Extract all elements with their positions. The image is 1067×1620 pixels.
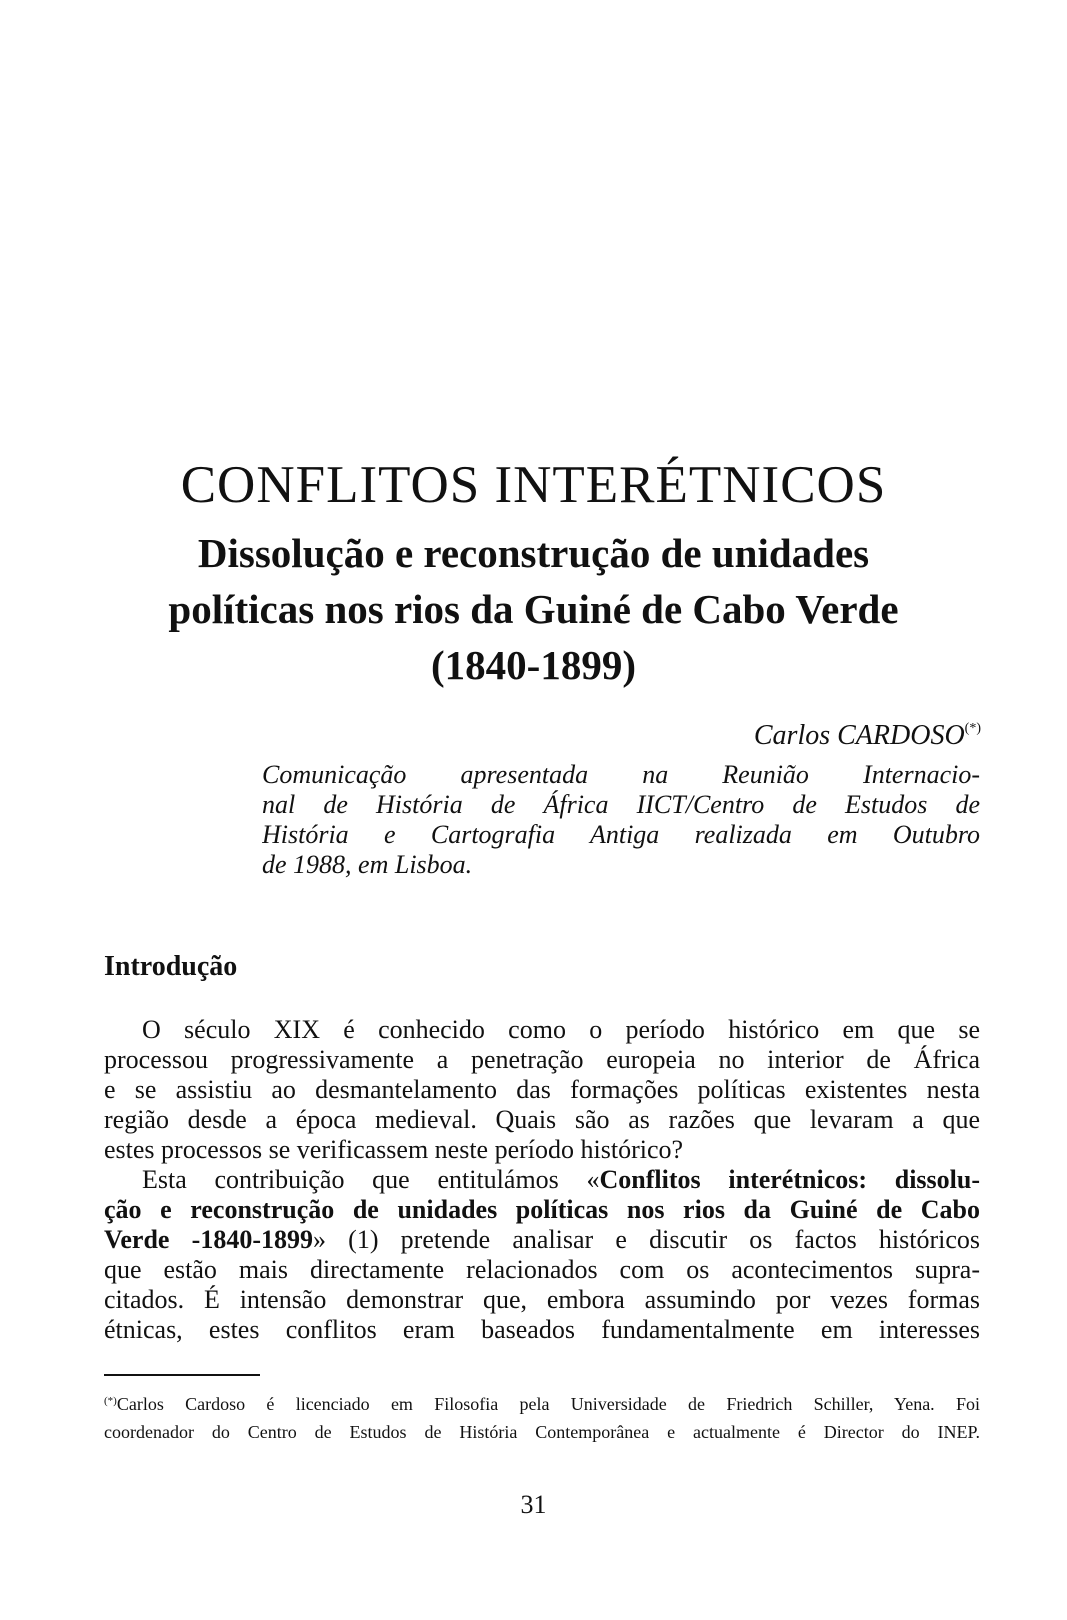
footnote-divider (104, 1374, 260, 1376)
author-footnote-mark: (*) (964, 721, 981, 736)
communication-line: História e Cartografia Antiga realizada em Outubro (262, 820, 980, 849)
author-name: Carlos CARDOSO (753, 720, 965, 751)
author-byline (754, 720, 981, 752)
paragraph-text: » (1) pretende analisar e discutir os factos históricos (312, 1225, 980, 1254)
subtitle-line: (1840-1899) (431, 642, 636, 688)
paragraph-line: O século XIX é conhecido como o período histórico em que se (142, 1015, 980, 1044)
paragraph-text: Esta contribuição que entitulámos « (142, 1165, 600, 1194)
section-heading-introduction: Introdução (104, 951, 238, 982)
paragraph-line: região desde a época medieval. Quais são as razões que levaram a que (104, 1105, 980, 1134)
paragraph-line: étnicas, estes conflitos eram baseados fundamentalmente em interesses (104, 1315, 980, 1344)
paragraph-line: ção e reconstrução de unidades políticas nos rios da Guiné de Cabo (104, 1195, 980, 1224)
article-subtitle (100, 525, 967, 693)
body-text (104, 1015, 980, 1345)
communication-line: Comunicação apresentada na Reunião Internacio- (262, 760, 980, 789)
subtitle-line: políticas nos rios da Guiné de Cabo Verde (168, 586, 899, 632)
communication-note (262, 760, 980, 880)
paragraph-line: e se assistiu ao desmantelamento das formações políticas existentes nesta (104, 1075, 980, 1104)
paragraph-line (104, 1225, 980, 1255)
footnote-mark: (*) (104, 1395, 117, 1407)
communication-line: nal de História de África IICT/Centro de Estudos de (262, 790, 980, 819)
footnote-text: Carlos Cardoso é licenciado em Filosofia pela Universidade de Friedrich Schiller, Yena. Foi (116, 1394, 980, 1414)
paragraph-line: que estão mais directamente relacionados com os acontecimentos supra- (104, 1255, 980, 1284)
communication-line: de 1988, em Lisboa. (262, 850, 473, 879)
footnote-line: coordenador do Centro de Estudos de História Contemporânea e actualmente é Director do INEP. (104, 1422, 980, 1442)
footnote-line (104, 1387, 980, 1418)
footnote (104, 1387, 980, 1446)
page-number: 31 (520, 1490, 547, 1519)
paragraph-bold-text: Conflitos interétnicos: dissolu- (599, 1165, 980, 1194)
paragraph-line: processou progressivamente a penetração europeia no interior de África (104, 1045, 980, 1074)
paragraph-line (104, 1165, 980, 1195)
article-title: CONFLITOS INTERÉTNICOS (180, 456, 887, 514)
paragraph-bold-text: Verde -1840-1899 (104, 1225, 313, 1254)
subtitle-line: Dissolução e reconstrução de unidades (197, 530, 870, 576)
paragraph-line: estes processos se verificassem neste período histórico? (104, 1135, 684, 1164)
paragraph-line: citados. É intensão demonstrar que, embora assumindo por vezes formas (104, 1285, 980, 1314)
